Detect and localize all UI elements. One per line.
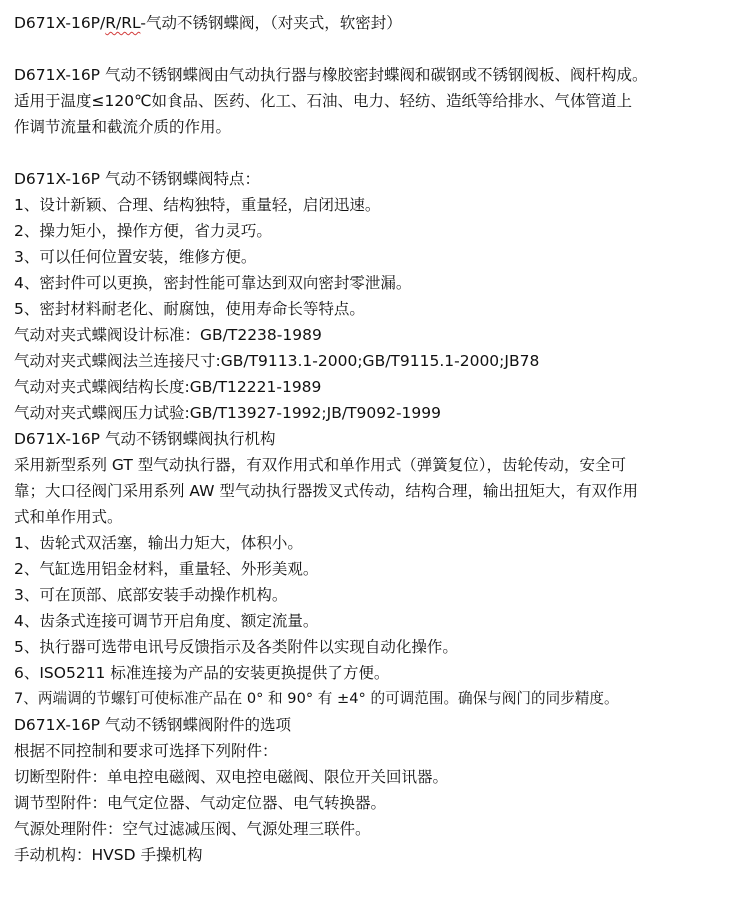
title-rest: -气动不锈钢蝶阀，（对夹式，软密封）	[140, 14, 402, 32]
accessory-item: 调节型附件：电气定位器、气动定位器、电气转换器。	[14, 794, 387, 812]
accessories-intro: 根据不同控制和要求可选择下列附件：	[14, 742, 278, 760]
intro-paragraph	[14, 62, 742, 140]
list-item: 5、执行器可选带电讯号反馈指示及各类附件以实现自动化操作。	[14, 638, 458, 656]
intro-line: D671X-16P 气动不锈钢蝶阀由气动执行器与橡胶密封蝶阀和碳钢或不锈钢阀板、阀杆构成。	[14, 66, 648, 84]
list-item: 3、可以任何位置安装，维修方便。	[14, 248, 257, 266]
features-list	[14, 192, 742, 322]
list-item: 2、操力矩小，操作方便，省力灵巧。	[14, 222, 272, 240]
document-body	[14, 10, 742, 868]
standards-list	[14, 322, 742, 426]
accessories-list	[14, 764, 742, 868]
actuator-desc-line: 式和单作用式。	[14, 508, 123, 526]
list-item: 6、ISO5211 标准连接为产品的安装更换提供了方便。	[14, 664, 390, 682]
intro-line: 适用于温度≤120℃如食品、医药、化工、石油、电力、轻纺、造纸等给排水、气体管道上	[14, 92, 632, 110]
intro-line: 作调节流量和截流介质的作用。	[14, 118, 232, 136]
list-item: 1、设计新颖、合理、结构独特，重量轻，启闭迅速。	[14, 196, 381, 214]
title-model-prefix: D671X-16P/	[14, 14, 106, 32]
list-item: 3、可在顶部、底部安装手动操作机构。	[14, 586, 288, 604]
list-item: 5、密封材料耐老化、耐腐蚀，使用寿命长等特点。	[14, 300, 365, 318]
accessory-item: 气源处理附件：空气过滤减压阀、气源处理三联件。	[14, 820, 371, 838]
title-model-variants: R/RL	[105, 14, 141, 32]
actuator-features-list	[14, 530, 742, 712]
actuator-desc-line: 采用新型系列 GT 型气动执行器，有双作用式和单作用式（弹簧复位），齿轮传动，安全可	[14, 456, 627, 474]
standard-item: 气动对夹式蝶阀设计标准：GB/T2238-1989	[14, 326, 322, 344]
actuator-description	[14, 452, 742, 530]
features-heading: D671X-16P 气动不锈钢蝶阀特点：	[14, 170, 260, 188]
spacer	[14, 140, 742, 166]
list-item: 1、齿轮式双活塞，输出力矩大，体积小。	[14, 534, 303, 552]
standard-item: 气动对夹式蝶阀结构长度:GB/T12221-1989	[14, 378, 322, 396]
actuator-desc-line: 靠；大口径阀门采用系列 AW 型气动执行器拨叉式传动，结构合理，输出扭矩大，有双作用	[14, 482, 638, 500]
list-item: 4、密封件可以更换，密封性能可靠达到双向密封零泄漏。	[14, 274, 412, 292]
accessories-heading: D671X-16P 气动不锈钢蝶阀附件的选项	[14, 716, 291, 734]
accessory-item: 手动机构：HVSD 手操机构	[14, 846, 203, 864]
list-item: 4、齿条式连接可调节开启角度、额定流量。	[14, 612, 319, 630]
standard-item: 气动对夹式蝶阀压力试验:GB/T13927-1992;JB/T9092-1999	[14, 404, 442, 422]
actuator-heading: D671X-16P 气动不锈钢蝶阀执行机构	[14, 430, 276, 448]
spacer	[14, 36, 742, 62]
list-item: 7、两端调的节螺钉可使标准产品在 0° 和 90° 有 ±4° 的可调范围。确保与阀门的同步精度。	[14, 690, 619, 707]
document-title	[14, 10, 742, 36]
accessory-item: 切断型附件：单电控电磁阀、双电控电磁阀、限位开关回讯器。	[14, 768, 449, 786]
list-item: 2、气缸选用铝金材料，重量轻、外形美观。	[14, 560, 319, 578]
standard-item: 气动对夹式蝶阀法兰连接尺寸:GB/T9113.1-2000;GB/T9115.1-2000;JB78	[14, 352, 540, 370]
